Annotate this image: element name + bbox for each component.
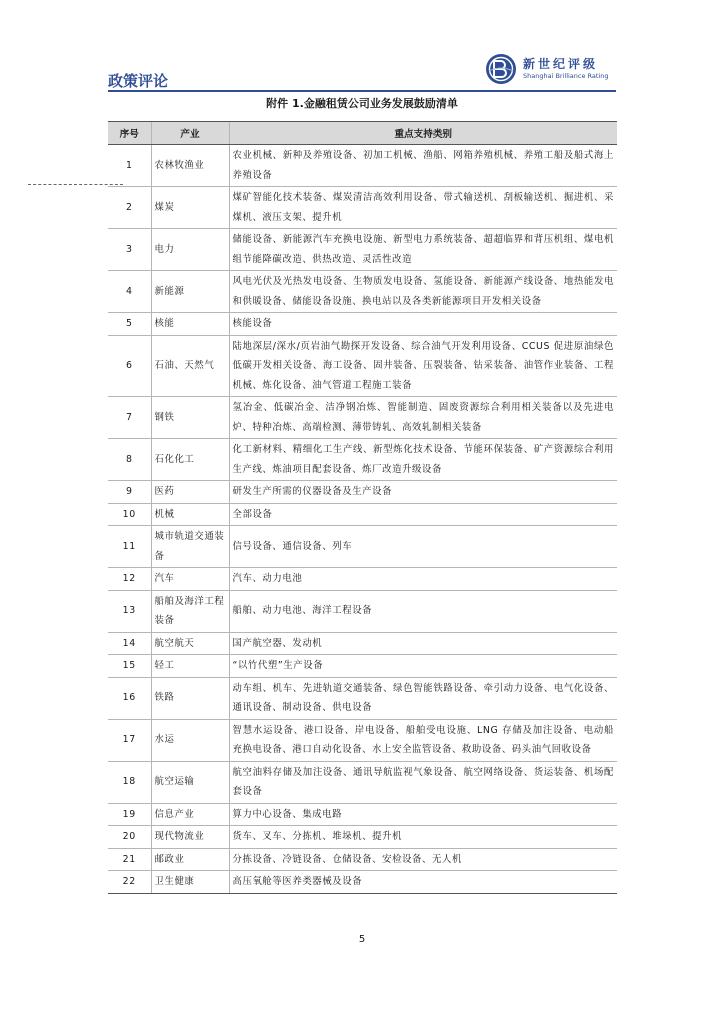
row-categories: 货车、叉车、分拣机、堆垛机、提升机 <box>229 826 617 849</box>
table-row <box>108 187 617 229</box>
company-logo <box>485 52 615 86</box>
row-industry: 现代物流业 <box>151 826 229 849</box>
column-header-categories: 重点支持类别 <box>229 122 617 145</box>
row-number: 14 <box>108 632 151 655</box>
row-categories: 化工新材料、精细化工生产线、新型炼化技术设备、节能环保装备、矿产资源综合利用生产线、炼油项目配套设备、炼厂改造升级设备 <box>229 439 617 481</box>
row-categories: “以竹代塑”生产设备 <box>229 655 617 678</box>
row-number: 3 <box>108 229 151 271</box>
row-industry: 汽车 <box>151 568 229 591</box>
table-row <box>108 826 617 849</box>
row-number: 13 <box>108 590 151 632</box>
row-number: 12 <box>108 568 151 591</box>
row-number: 1 <box>108 145 151 187</box>
document-title: 附件 1.金融租赁公司业务发展鼓励清单 <box>266 97 458 110</box>
row-industry: 水运 <box>151 719 229 761</box>
table-row <box>108 590 617 632</box>
row-categories: 分拣设备、冷链设备、仓储设备、安检设备、无人机 <box>229 848 617 871</box>
row-industry: 石化化工 <box>151 439 229 481</box>
row-number: 5 <box>108 313 151 336</box>
row-industry: 航空运输 <box>151 761 229 803</box>
column-header-number: 序号 <box>108 122 151 145</box>
row-industry: 铁路 <box>151 677 229 719</box>
row-industry: 农林牧渔业 <box>151 145 229 187</box>
row-categories: 动车组、机车、先进轨道交通装备、绿色智能铁路设备、牵引动力设备、电气化设备、通讯设备、制动设备、供电设备 <box>229 677 617 719</box>
section-title: 政策评论 <box>108 72 169 90</box>
row-categories: 智慧水运设备、港口设备、岸电设备、船舶受电设施、LNG 存储及加注设备、电动船充换电设备、港口自动化设备、水上安全监管设备、救助设备、码头油气回收设备 <box>229 719 617 761</box>
table-row <box>108 848 617 871</box>
row-number: 7 <box>108 397 151 439</box>
table-row <box>108 229 617 271</box>
row-categories: 核能设备 <box>229 313 617 336</box>
table-row <box>108 677 617 719</box>
row-number: 17 <box>108 719 151 761</box>
row-industry: 新能源 <box>151 271 229 313</box>
row-categories: 高压氧舱等医养类器械及设备 <box>229 871 617 894</box>
column-header-industry: 产业 <box>151 122 229 145</box>
row-categories: 风电光伏及光热发电设备、生物质发电设备、氢能设备、新能源产线设备、地热能发电和供暖设备、储能设备设施、换电站以及各类新能源项目开发相关设备 <box>229 271 617 313</box>
row-industry: 信息产业 <box>151 803 229 826</box>
table-row <box>108 761 617 803</box>
table-row <box>108 481 617 504</box>
row-categories: 氢冶金、低碳冶金、洁净钢冶炼、智能制造、固废资源综合利用相关装备以及先进电炉、特种冶炼、高端检测、薄带铸轧、高效轧制相关装备 <box>229 397 617 439</box>
row-categories: 汽车、动力电池 <box>229 568 617 591</box>
brilliance-logo-icon <box>485 53 517 85</box>
row-number: 22 <box>108 871 151 894</box>
row-number: 20 <box>108 826 151 849</box>
logo-name-en: Shanghai Brilliance Rating <box>523 72 609 80</box>
page-number: 5 <box>358 934 366 945</box>
row-industry: 卫生健康 <box>151 871 229 894</box>
row-industry: 石油、天然气 <box>151 335 229 397</box>
row-categories: 农业机械、新种及养殖设备、初加工机械、渔船、网箱养殖机械、养殖工船及船式海上养殖设备 <box>229 145 617 187</box>
row-industry: 船舶及海洋工程装备 <box>151 590 229 632</box>
table-row <box>108 871 617 894</box>
row-categories: 储能设备、新能源汽车充换电设施、新型电力系统装备、超超临界和背压机组、煤电机组节能降碳改造、供热改造、灵活性改造 <box>229 229 617 271</box>
row-industry: 电力 <box>151 229 229 271</box>
row-number: 6 <box>108 335 151 397</box>
row-categories: 算力中心设备、集成电路 <box>229 803 617 826</box>
table-header-row <box>108 122 617 145</box>
table-body <box>108 145 617 894</box>
table-row <box>108 526 617 568</box>
row-number: 15 <box>108 655 151 678</box>
row-categories: 船舶、动力电池、海洋工程设备 <box>229 590 617 632</box>
table-row <box>108 503 617 526</box>
table-row <box>108 632 617 655</box>
row-industry: 机械 <box>151 503 229 526</box>
row-number: 19 <box>108 803 151 826</box>
row-number: 18 <box>108 761 151 803</box>
row-industry: 城市轨道交通装备 <box>151 526 229 568</box>
table-row <box>108 719 617 761</box>
row-industry: 钢铁 <box>151 397 229 439</box>
row-industry: 煤炭 <box>151 187 229 229</box>
row-industry: 邮政业 <box>151 848 229 871</box>
table-row <box>108 145 617 187</box>
row-categories: 煤矿智能化技术装备、煤炭清洁高效利用设备、带式输送机、刮板输送机、掘进机、采煤机、液压支架、提升机 <box>229 187 617 229</box>
row-number: 11 <box>108 526 151 568</box>
row-number: 2 <box>108 187 151 229</box>
table-row <box>108 655 617 678</box>
row-industry: 航空航天 <box>151 632 229 655</box>
row-categories: 研发生产所需的仪器设备及生产设备 <box>229 481 617 504</box>
row-categories: 国产航空器、发动机 <box>229 632 617 655</box>
row-number: 21 <box>108 848 151 871</box>
table-row <box>108 568 617 591</box>
row-number: 4 <box>108 271 151 313</box>
row-number: 16 <box>108 677 151 719</box>
table-row <box>108 271 617 313</box>
table-row <box>108 335 617 397</box>
row-categories: 陆地深层/深水/页岩油气勘探开发设备、综合油气开发利用设备、CCUS 促进原油绿色低碳开发相关设备、海工设备、固井装备、压裂装备、钻采装备、油管作业装备、工程机械、炼化设备、油气管道工程施工装备 <box>229 335 617 397</box>
logo-name-cn: 新世纪评级 <box>523 57 599 71</box>
table-row <box>108 313 617 336</box>
row-industry: 医药 <box>151 481 229 504</box>
header-divider <box>108 90 616 92</box>
table-row <box>108 397 617 439</box>
row-categories: 航空油料存储及加注设备、通讯导航监视气象设备、航空网络设备、货运装备、机场配套设备 <box>229 761 617 803</box>
row-number: 10 <box>108 503 151 526</box>
row-categories: 全部设备 <box>229 503 617 526</box>
row-industry: 核能 <box>151 313 229 336</box>
row-number: 9 <box>108 481 151 504</box>
table-row <box>108 439 617 481</box>
table-row <box>108 803 617 826</box>
encouraged-business-table <box>108 121 617 894</box>
row-industry: 轻工 <box>151 655 229 678</box>
row-number: 8 <box>108 439 151 481</box>
row-categories: 信号设备、通信设备、列车 <box>229 526 617 568</box>
